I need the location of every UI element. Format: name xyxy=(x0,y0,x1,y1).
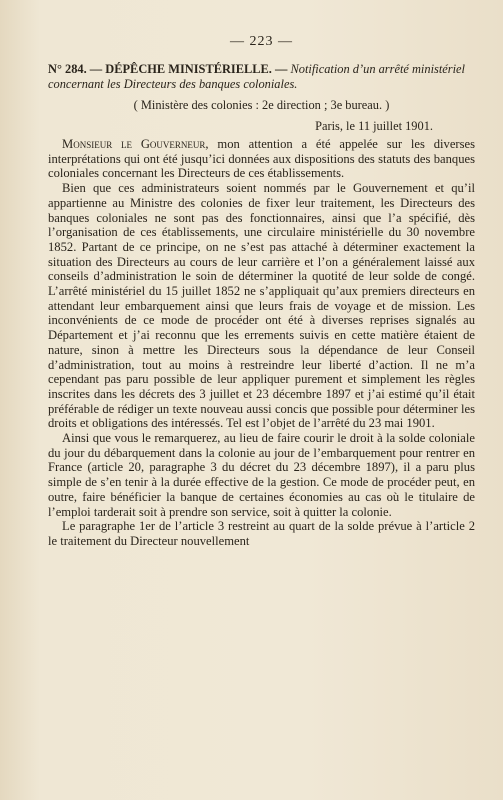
paragraph-4: Le paragraphe 1er de l’article 3 restreint au quart de la solde prévue à l’article 2 le traitement du Directeur nouvellement xyxy=(48,519,475,548)
page-number: — 223 — xyxy=(230,34,293,49)
dateline: Paris, le 11 juillet 1901. xyxy=(315,119,433,133)
paragraph-1-text: mon attention a été appelée sur les diverses interprétations qui ont été jusqu’ici données aux dispositions des statuts des banques coloniales concernant les Directeurs de ces établissements. xyxy=(48,137,476,181)
paragraph-2: Bien que ces administrateurs soient nommés par le Gouvernement et qu’il appartienne au Ministre des colonies de fixer leur traitement, les Directeurs des banques coloniales ne sont pas des fonctionnaires, ainsi que l’a spécifié, dès l’organisation de ces établissements, une circulaire ministérielle du 30 novembre 1852. Partant de ce principe, on ne s’est pas attaché à déterminer exactement la situation des Directeurs au cours de leur carrière et l’on a généralement laissé aux conseils d’administration le soin de déterminer la quotité de leur solde de congé. L’arrêté ministériel du 15 juillet 1852 ne s’appliquait qu’aux premiers directeurs en attendant leur embarquement ainsi que leurs frais de voyage et de mission. Les inconvénients de ce mode de procéder ont été à diverses reprises signalés au Département et j’ai reconnu que les errements suivis en cette matière étaient de nature, sinon à mettre les Directeurs sous la dépendance de leur Conseil d’administration, tout au moins à restreindre leur liberté d’action. Il ne m’a cependant pas paru possible de leur appliquer purement et simplement les règles inscrites dans les décrets des 3 juillet et 23 décembre 1897 et j’ai estimé qu’il était préférable de rédiger un texte nouveau aussi concis que possible pour déterminer les droits et obligations des intéressés. Tel est l’objet de l’arrêté du 23 mai 1901. xyxy=(48,181,475,431)
ministry-line: ( Ministère des colonies : 2e direction ; 3e bureau. ) xyxy=(133,98,390,112)
dispatch-heading xyxy=(48,62,475,92)
dispatch-title: Notification d’un arrêté ministériel concernant les Directeurs des banques coloniales. xyxy=(48,62,465,91)
salutation: Monsieur le Gouverneur, xyxy=(62,137,209,151)
dispatch-number: N° 284. — DÉPÊCHE MINISTÉRIELLE. — xyxy=(48,62,288,76)
paragraph-1 xyxy=(48,137,475,181)
paragraph-3: Ainsi que vous le remarquerez, au lieu de faire courir le droit à la solde coloniale du jour du débarquement dans la colonie au jour de l’embarquement pour rentrer en France (article 20, paragraphe 3 du décret du 23 décembre 1897), il a paru plus simple de s’en tenir à la durée effective de la gestion. Ce mode de procéder peut, en outre, faire bénéficier la banque de certaines économies au cas où le titulaire de l’emploi tarderait soit à prendre son service, soit à quitter la colonie. xyxy=(48,431,475,519)
